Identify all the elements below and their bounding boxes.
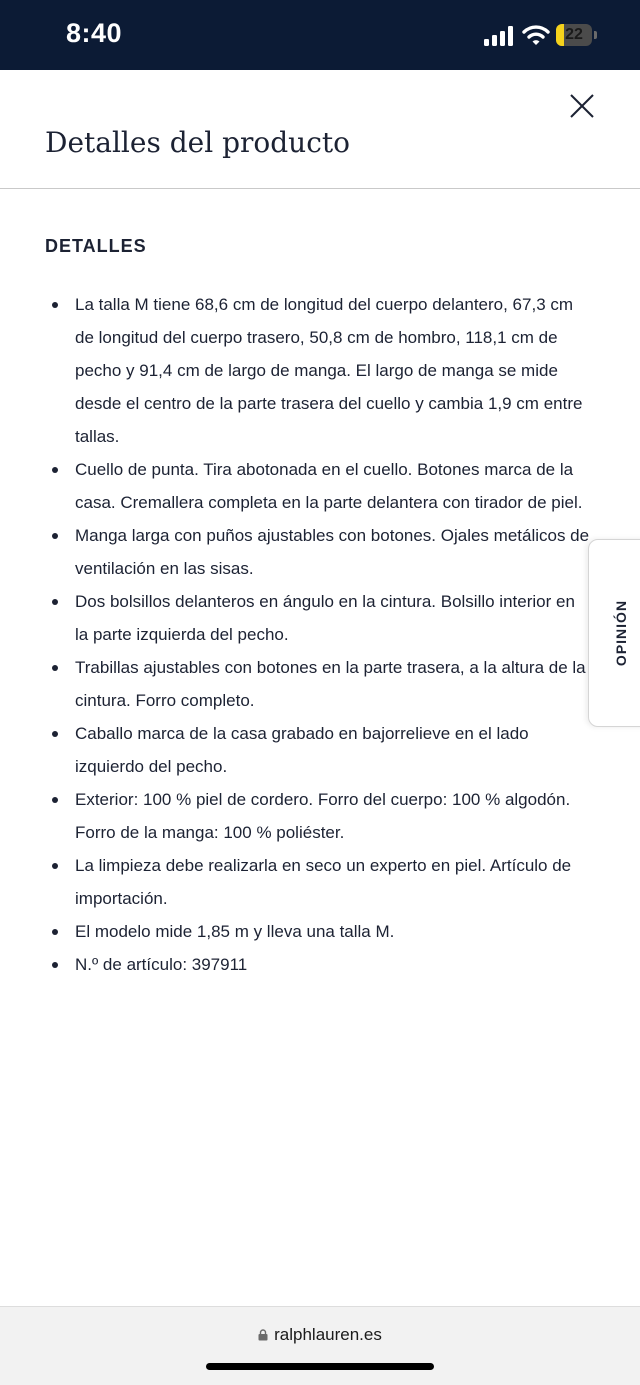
feedback-tab-label: OPINIÓN xyxy=(613,599,629,667)
battery-icon xyxy=(556,24,592,46)
list-item: Dos bolsillos delanteros en ángulo en la cintura. Bolsillo interior en la parte izquierda del pecho. xyxy=(45,585,590,651)
list-item: El modelo mide 1,85 m y lleva una talla M. xyxy=(45,915,590,948)
page-title: Detalles del producto xyxy=(45,126,350,159)
details-list xyxy=(45,288,590,981)
list-item: La talla M tiene 68,6 cm de longitud del cuerpo delantero, 67,3 cm de longitud del cuerpo trasero, 50,8 cm de hombro, 118,1 cm de pecho y 91,4 cm de largo de manga. El largo de manga se mide desde el centro de la parte trasera del cuello y cambia 1,9 cm entre tallas. xyxy=(45,288,590,453)
battery-level: 22 xyxy=(565,26,583,43)
list-item: Manga larga con puños ajustables con botones. Ojales metálicos de ventilación en las sisas. xyxy=(45,519,590,585)
list-item: Trabillas ajustables con botones en la parte trasera, a la altura de la cintura. Forro completo. xyxy=(45,651,590,717)
url-text: ralphlauren.es xyxy=(274,1325,382,1344)
list-item: Exterior: 100 % piel de cordero. Forro del cuerpo: 100 % algodón. Forro de la manga: 100 % poliéster. xyxy=(45,783,590,849)
close-icon xyxy=(564,88,600,124)
feedback-tab[interactable] xyxy=(588,539,640,727)
lock-icon xyxy=(258,1329,268,1341)
list-item: N.º de artículo: 397911 xyxy=(45,948,590,981)
wifi-icon xyxy=(522,24,550,46)
cellular-signal-icon xyxy=(484,26,516,46)
browser-url-bar[interactable] xyxy=(0,1306,640,1385)
battery-cap xyxy=(594,31,597,39)
list-item: La limpieza debe realizarla en seco un experto en piel. Artículo de importación. xyxy=(45,849,590,915)
url-display[interactable] xyxy=(0,1325,640,1345)
battery-indicator xyxy=(556,24,598,46)
status-bar xyxy=(0,0,640,70)
list-item: Cuello de punta. Tira abotonada en el cuello. Botones marca de la casa. Cremallera completa en la parte delantera con tirador de piel. xyxy=(45,453,590,519)
list-item: Caballo marca de la casa grabado en bajorrelieve en el lado izquierdo del pecho. xyxy=(45,717,590,783)
modal-header xyxy=(0,70,640,189)
home-indicator[interactable] xyxy=(206,1363,434,1370)
section-heading: DETALLES xyxy=(45,236,147,256)
status-time: 8:40 xyxy=(66,18,123,48)
close-button[interactable] xyxy=(564,88,600,124)
